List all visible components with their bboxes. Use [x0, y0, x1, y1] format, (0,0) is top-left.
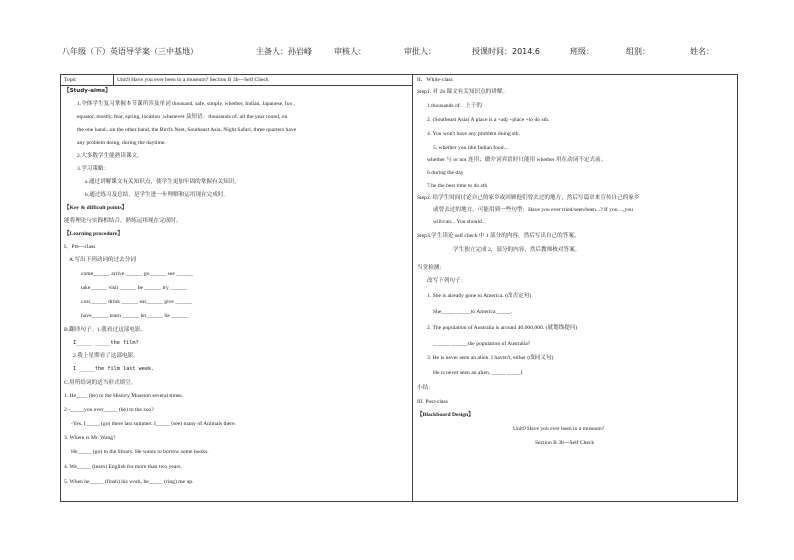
worksheet-table — [60, 74, 738, 502]
exercise-b-heading: B.翻译句子。1.我看过这部电影。 — [64, 327, 147, 333]
fill-in-item: He_____ (go) to the library. He wants to borrow some books. — [71, 449, 209, 455]
step1-line: Step1. 对 2b 课文有关知识点的讲解。 — [417, 89, 509, 95]
translation-answer: I_____ _____the film? — [73, 340, 139, 346]
exercise-a-heading: A.写出下列动词的过去分词 — [69, 257, 136, 263]
quiz-heading: 当堂检测： — [417, 265, 445, 271]
quiz-item: ______ ______the population of Australia? — [433, 341, 531, 347]
doc-title: 八年级（下）英语导学案（三中基地） — [62, 47, 198, 56]
blackboard-line: Unit9 Have you ever been to a museum? — [513, 426, 605, 432]
topic-value: Unit9 Have you ever been to a museum? Section B 3b---Self Check — [117, 77, 269, 83]
reviewer: 审核人： — [334, 47, 366, 56]
aim-line: b.通过练习及总结，是学生进一步理解和运用现在完成时。 — [85, 192, 230, 198]
note-line: 7.be the best time to do sth — [427, 183, 488, 189]
name-field: 姓名： — [690, 47, 714, 56]
topic-separator — [113, 75, 114, 85]
step3-line: 学生独立完成 2，部分的内容，然后教师核对答案。 — [453, 247, 581, 253]
preparer: 主备人：孙岩峰 — [256, 47, 312, 56]
fill-in-item: 4. We_____ (learn) English for more than two years. — [64, 464, 182, 470]
quiz-instruction: 改写下列句子： — [427, 278, 467, 284]
verb-row: cost______ drink ______ eat______ give ______ — [81, 299, 193, 305]
verb-row: take______ visit ______ be ______ try ______ — [81, 285, 187, 291]
step3-line: Step3.学生读论 self check 中 1 部分的内容，然后写出自己的答案。 — [417, 233, 580, 239]
exercise-c-heading: C.用所给词的适当形式填空。 — [64, 380, 137, 386]
quiz-item: He is never seen an alien, _____ _____I — [433, 370, 523, 376]
aim-line: 3.学习策略： — [77, 166, 110, 172]
verb-row: have______ learn ______ let______ lie ______ — [81, 313, 189, 319]
blackboard-line: Section B 3b---Self Check — [535, 440, 595, 446]
key-points-heading: 【Key & difficult points】 — [64, 205, 128, 211]
fill-in-item: 2.-_____you ever_____ (be) to the zoo? — [64, 407, 154, 413]
note-line: 1.thousands of：上千的 — [427, 103, 483, 109]
key-points-text: 能将理论与实践相结合，熟练运用现在完成时。 — [64, 218, 182, 224]
study-aims-heading: 【Study-aims】 — [64, 88, 111, 94]
group-field: 组别： — [626, 47, 650, 56]
quiz-item: 3. He is never seen an alien. I haven't, either (改同义句) — [427, 355, 554, 361]
procedure-heading: 【Learning procedure】 — [64, 231, 123, 237]
translation-answer: I _____the film last week. — [73, 366, 155, 372]
summary-label: 小结： — [417, 385, 434, 391]
approver: 审批人： — [404, 47, 436, 56]
note-line: 2. (Southeast Asia) A place is a +adj +place +to do sth. — [427, 117, 550, 123]
step2-line: 或曾去过的地方。可能用到一些句型：Have you ever tried/seen/been...? If you ...,you — [433, 207, 633, 213]
step2-line: will/can... You should... — [433, 219, 486, 225]
aim-line: 1.全体学生复习掌握本节课所涉及单词 thousand, safe, simply, whether, Indian, Japanese, fox , — [77, 101, 296, 107]
blackboard-heading: 【Blackboard Design】 — [417, 412, 474, 418]
fill-in-item: 5. When he_____ (finsh) his work, he_____ (ring) me up. — [64, 479, 194, 485]
aim-line: 2.大多数学生能熟读课文。 — [77, 153, 143, 159]
quiz-item: 2. The population of Australia is around 40,000,000. (就划线提问) — [427, 325, 578, 331]
fill-in-item: 3. Where is Mr. Wang? — [64, 435, 116, 441]
quiz-item: 1. She is already gone to America. (改否定句) — [427, 293, 532, 299]
pre-class-heading: I、Pre---class — [64, 244, 96, 250]
fill-in-item: 1. He____ (be) to the History Museum several times. — [64, 393, 183, 399]
post-class-heading: III. Post-class — [417, 399, 448, 405]
note-line: 4. You won't have any problem doing sth. — [427, 131, 520, 137]
topic-row — [61, 75, 412, 86]
step2-line: Step2. 给学生时间讨论自己的家乡或回顾他们曾去过的地方，然后写篇章来宣传自己的家乡 — [417, 195, 640, 201]
topic-label: Topic — [64, 77, 77, 83]
lesson-date: 授课时间：2014.6 — [472, 47, 540, 56]
left-column — [61, 75, 412, 485]
note-line: 5. whether you like Indian food... — [433, 145, 508, 151]
class-field: 班级： — [570, 47, 594, 56]
verb-row: come______ arrive ______ go______ see ______ — [81, 271, 194, 277]
note-line: 6.during the day — [427, 170, 464, 176]
aim-line: a.通过讲解课文有关知识点，使学生更加牢固的掌握有关知识。 — [85, 179, 240, 185]
while-class-heading: II、While-class — [417, 77, 453, 83]
aim-line: the one hand...on the other hand, the Bird's Nest, Southeast Asia, Night Safari, three quarters have — [77, 127, 297, 133]
aim-line: equator, mostly, fear, spring, location ,whenever 及短语：thousands of, all the year round, on — [77, 114, 288, 120]
fill-in-item: -Yes. I_____ (go) there last summer. I_____ (see) many of Animals there. — [71, 421, 237, 427]
aim-line: any problem doing, during the daytime. — [77, 140, 166, 146]
translation-prompt: 2.我上星期看了这部电影。 — [73, 353, 139, 359]
quiz-item: She_____ _____to America _____. — [433, 309, 513, 315]
page-header — [0, 46, 794, 60]
note-line: whether 与 or not 连用；做介词宾语时只能用 whether 用在动词不定式前。 — [427, 157, 607, 163]
column-divider — [412, 75, 413, 501]
